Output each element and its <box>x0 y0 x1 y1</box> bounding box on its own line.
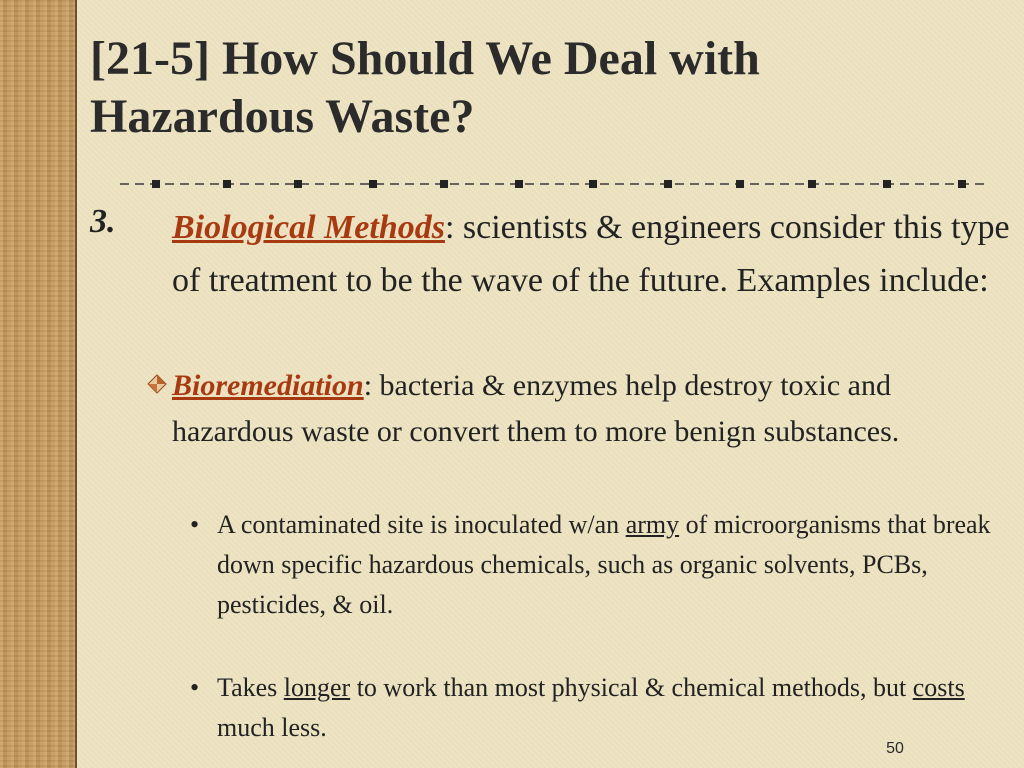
bioremediation-text: : bacteria & enzymes help destroy toxic and hazardous waste or convert them to more benign substances. <box>172 369 900 448</box>
bullet-2-underlined-longer: longer <box>283 673 351 702</box>
bullet-duration-cost <box>217 668 1007 748</box>
left-decorative-border <box>0 0 75 768</box>
bullet-dot-icon: • <box>190 673 200 702</box>
bullet-1-text-b: of microorganisms that break down specific hazardous chemicals, such as organic solvents, PCBs, pesticides, & oil. <box>217 510 991 619</box>
slide-title <box>90 30 1010 146</box>
bullet-2-text-c: much less. <box>217 713 327 742</box>
bullet-2-underlined-costs: costs <box>912 673 965 702</box>
biological-methods-paragraph <box>172 201 1012 307</box>
bullet-1-underlined: army <box>625 510 680 539</box>
list-number: 3. <box>90 203 116 240</box>
title-line-1: [21-5] How Should We Deal with <box>90 32 760 85</box>
biological-methods-text: : scientists & engineers consider this type of treatment to be the wave of the future. Examples include: <box>172 209 1010 299</box>
diamond-bullet-icon <box>146 373 168 395</box>
bullet-dot-icon: • <box>190 510 200 539</box>
bullet-1-text-a: A contaminated site is inoculated w/an <box>217 510 626 539</box>
bioremediation-paragraph <box>172 363 1002 455</box>
bullet-2-text-b: to work than most physical & chemical methods, but <box>350 673 913 702</box>
bullet-2-text-a: Takes <box>217 673 284 702</box>
page-number: 50 <box>886 740 904 757</box>
title-divider <box>120 177 990 191</box>
biological-methods-heading: Biological Methods <box>172 209 445 246</box>
title-line-2: Hazardous Waste? <box>90 90 475 143</box>
bullet-inoculation <box>217 505 1007 625</box>
bioremediation-term: Bioremediation <box>172 369 364 402</box>
